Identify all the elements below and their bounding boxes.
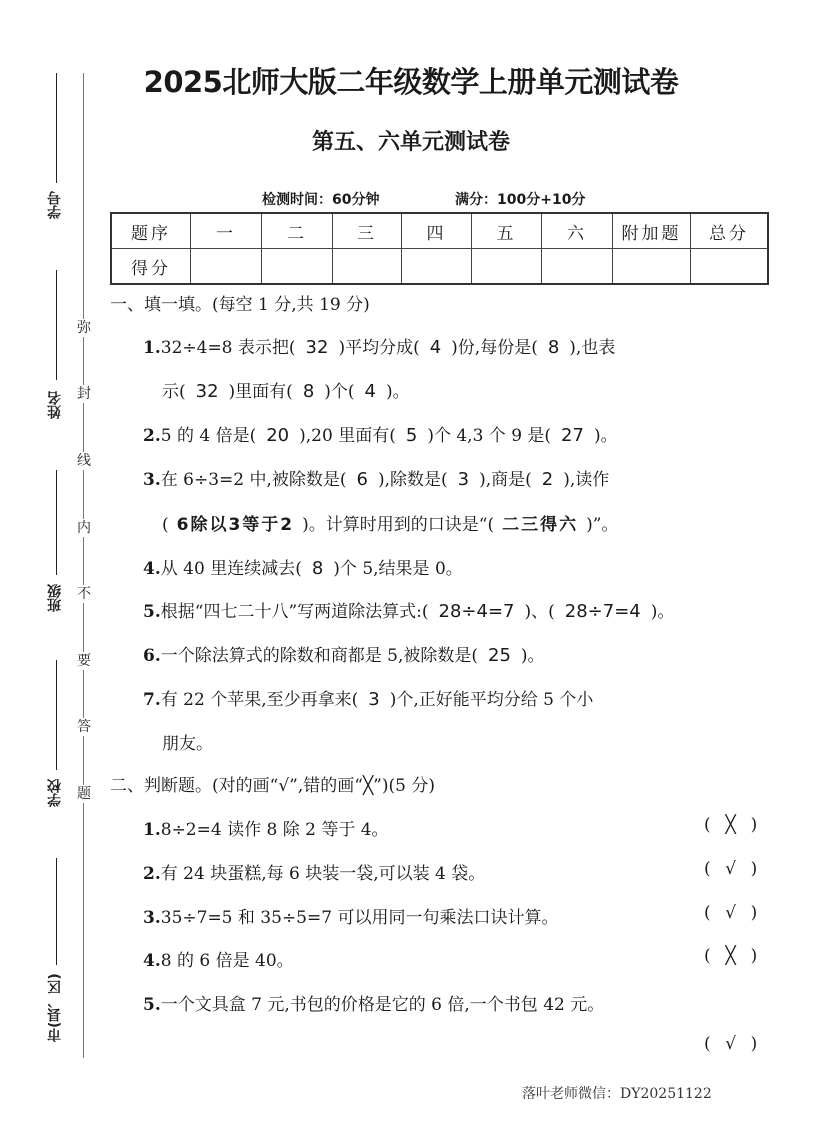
question-number: 3. xyxy=(143,908,161,928)
score-table-header-row xyxy=(111,213,768,249)
score-cell[interactable] xyxy=(542,249,613,285)
question-text: )。计算时用到的口诀是“( xyxy=(302,515,495,535)
answer: 6 xyxy=(356,469,368,490)
score-cell[interactable] xyxy=(472,249,542,285)
question-number: 1. xyxy=(143,338,161,358)
question-1-continued xyxy=(162,377,410,402)
seal-line xyxy=(83,73,84,1058)
judge-mark: ╳ xyxy=(725,815,736,835)
label-student-id: 学号 xyxy=(47,191,63,219)
seal-char: 内 xyxy=(74,519,94,537)
score-row-label: 得分 xyxy=(111,249,191,285)
page-title: 2025北师大版二年级数学上册单元测试卷 xyxy=(143,65,679,99)
judge-mark: √ xyxy=(725,1034,737,1054)
score-table-score-row xyxy=(111,249,768,285)
answer: 28÷7=4 xyxy=(564,601,641,622)
full-score: 满分：100分+10分 xyxy=(455,192,586,208)
question-text: )里面有( xyxy=(228,382,293,402)
question-number: 5. xyxy=(143,602,161,622)
header-cell: 四 xyxy=(402,213,472,249)
answer: 6除以3等于2 xyxy=(176,515,295,535)
answer: 4 xyxy=(364,381,376,402)
question-text: )。 xyxy=(520,646,545,666)
answer: 5 xyxy=(405,425,418,446)
question-number: 5. xyxy=(143,995,161,1015)
score-cell[interactable] xyxy=(191,249,262,285)
score-table xyxy=(110,212,769,285)
question-text: )个 5,结果是 0。 xyxy=(333,559,463,579)
question-number: 2. xyxy=(143,426,161,446)
question-text: 5 的 4 倍是( xyxy=(160,426,257,446)
answer: 8 xyxy=(547,337,560,358)
question-5 xyxy=(143,597,674,622)
judge-item xyxy=(143,903,558,928)
judge-item xyxy=(143,815,389,840)
header-cell: 二 xyxy=(262,213,333,249)
footer-contact: 落叶老师微信：DY20251122 xyxy=(522,1086,712,1102)
question-text: 根据“四七二十八”写两道除法算式:( xyxy=(160,602,429,622)
judge-mark: √ xyxy=(725,859,737,879)
paren-open: ( xyxy=(704,903,711,923)
answer: 8 xyxy=(302,381,315,402)
question-text: )。 xyxy=(385,382,410,402)
question-text: ),20 里面有( xyxy=(299,426,396,446)
question-text: 有 24 块蛋糕,每 6 块装一袋,可以装 4 袋。 xyxy=(160,864,486,884)
question-text: )。 xyxy=(650,602,675,622)
question-3 xyxy=(143,465,609,490)
question-number: 1. xyxy=(143,820,161,840)
answer: 4 xyxy=(429,337,442,358)
question-text: 一个文具盒 7 元,书包的价格是它的 6 倍,一个书包 42 元。 xyxy=(160,995,605,1015)
seal-char: 答 xyxy=(74,718,94,736)
seal-char: 不 xyxy=(74,585,94,603)
paren-close: ) xyxy=(750,946,758,966)
paren-close: ) xyxy=(750,903,758,923)
answer: 32 xyxy=(305,337,329,358)
seal-char: 题 xyxy=(74,785,94,803)
answer: 二三得六 xyxy=(502,515,579,535)
paren-open: ( xyxy=(704,1034,711,1054)
answer: 3 xyxy=(368,689,380,710)
question-number: 7. xyxy=(143,690,161,710)
blank-line-name xyxy=(56,270,57,380)
question-text: )、( xyxy=(524,602,555,622)
question-text: 32÷4=8 表示把( xyxy=(160,338,296,358)
score-cell[interactable] xyxy=(262,249,333,285)
paren-close: ) xyxy=(750,859,758,879)
header-cell: 一 xyxy=(191,213,262,249)
section-2-heading: 二、判断题。(对的画“√”,错的画“╳”)(5 分) xyxy=(110,776,435,796)
answer: 25 xyxy=(488,645,511,666)
question-text: 在 6÷3=2 中,被除数是( xyxy=(160,470,347,490)
question-text: ),除数是( xyxy=(377,470,448,490)
question-1 xyxy=(143,333,615,358)
label-class: 班级 xyxy=(47,584,63,612)
judge-answer-box[interactable] xyxy=(704,903,774,923)
header-cell: 三 xyxy=(333,213,402,249)
question-text: 朋友。 xyxy=(162,734,213,754)
question-text: )个( xyxy=(324,382,355,402)
label-city: 市(县、区) xyxy=(47,973,63,1043)
score-cell[interactable] xyxy=(613,249,691,285)
question-text: )个 4,3 个 9 是( xyxy=(427,426,552,446)
question-text: ),也表 xyxy=(569,338,616,358)
judge-mark: ╳ xyxy=(725,946,736,966)
blank-line-school xyxy=(56,660,57,770)
question-text: 8÷2=4 读作 8 除 2 等于 4。 xyxy=(160,820,389,840)
score-cell[interactable] xyxy=(402,249,472,285)
question-7 xyxy=(143,685,593,710)
question-text: ( xyxy=(162,515,169,535)
blank-line-class xyxy=(56,470,57,575)
header-cell: 六 xyxy=(542,213,613,249)
seal-char: 线 xyxy=(74,452,94,470)
question-2 xyxy=(143,421,618,446)
question-text: 示( xyxy=(162,382,186,402)
question-text: )。 xyxy=(593,426,618,446)
judge-item xyxy=(143,946,294,971)
question-number: 2. xyxy=(143,864,161,884)
judge-answer-box[interactable] xyxy=(704,1034,774,1054)
header-cell: 附加题 xyxy=(613,213,691,249)
question-6 xyxy=(143,641,545,666)
paren-open: ( xyxy=(704,946,711,966)
judge-mark: √ xyxy=(725,903,737,923)
exam-time: 检测时间：60分钟 xyxy=(262,192,380,208)
answer: 3 xyxy=(457,469,470,490)
judge-item xyxy=(143,859,485,884)
question-text: )平均分成( xyxy=(338,338,420,358)
question-text: 8 的 6 倍是 40。 xyxy=(160,951,294,971)
paren-close: ) xyxy=(750,1034,758,1054)
judge-item xyxy=(143,990,604,1015)
seal-char: 封 xyxy=(74,385,94,403)
seal-char: 弥 xyxy=(74,319,94,337)
judge-answer-box[interactable] xyxy=(704,946,774,966)
paren-close: ) xyxy=(750,815,758,835)
label-school: 学校 xyxy=(47,779,63,807)
question-text: )个,正好能平均分给 5 个小 xyxy=(389,690,594,710)
question-7-continued xyxy=(162,729,213,754)
answer: 32 xyxy=(195,381,219,402)
score-cell[interactable] xyxy=(333,249,402,285)
question-4 xyxy=(143,554,463,579)
judge-answer-box[interactable] xyxy=(704,859,774,879)
question-number: 3. xyxy=(143,470,161,490)
question-text: 一个除法算式的除数和商都是 5,被除数是( xyxy=(160,646,479,666)
question-3-continued xyxy=(162,510,618,535)
header-cell: 总分 xyxy=(691,213,769,249)
blank-line-city xyxy=(56,858,57,965)
question-text: 35÷7=5 和 35÷5=7 可以用同一句乘法口诀计算。 xyxy=(160,908,559,928)
question-text: 有 22 个苹果,至少再拿来( xyxy=(160,690,359,710)
question-text: ),商是( xyxy=(479,470,532,490)
question-text: ),读作 xyxy=(563,470,610,490)
paren-open: ( xyxy=(704,815,711,835)
paren-open: ( xyxy=(704,859,711,879)
header-cell: 五 xyxy=(472,213,542,249)
page-subtitle: 第五、六单元测试卷 xyxy=(311,130,510,155)
question-number: 4. xyxy=(143,951,161,971)
section-1-heading: 一、填一填。(每空 1 分,共 19 分) xyxy=(110,295,370,315)
question-text: )”。 xyxy=(586,515,619,535)
question-number: 4. xyxy=(143,559,161,579)
answer: 27 xyxy=(561,425,584,446)
header-cell: 题序 xyxy=(111,213,191,249)
answer: 20 xyxy=(266,425,290,446)
label-name: 姓名 xyxy=(47,391,63,419)
answer: 2 xyxy=(541,469,554,490)
score-cell[interactable] xyxy=(691,249,769,285)
question-number: 6. xyxy=(143,646,161,666)
question-text: )份,每份是( xyxy=(451,338,538,358)
question-text: 从 40 里连续减去( xyxy=(160,559,302,579)
answer: 28÷4=7 xyxy=(438,601,515,622)
judge-answer-box[interactable] xyxy=(704,815,774,835)
seal-char: 要 xyxy=(74,652,94,670)
answer: 8 xyxy=(311,558,324,579)
